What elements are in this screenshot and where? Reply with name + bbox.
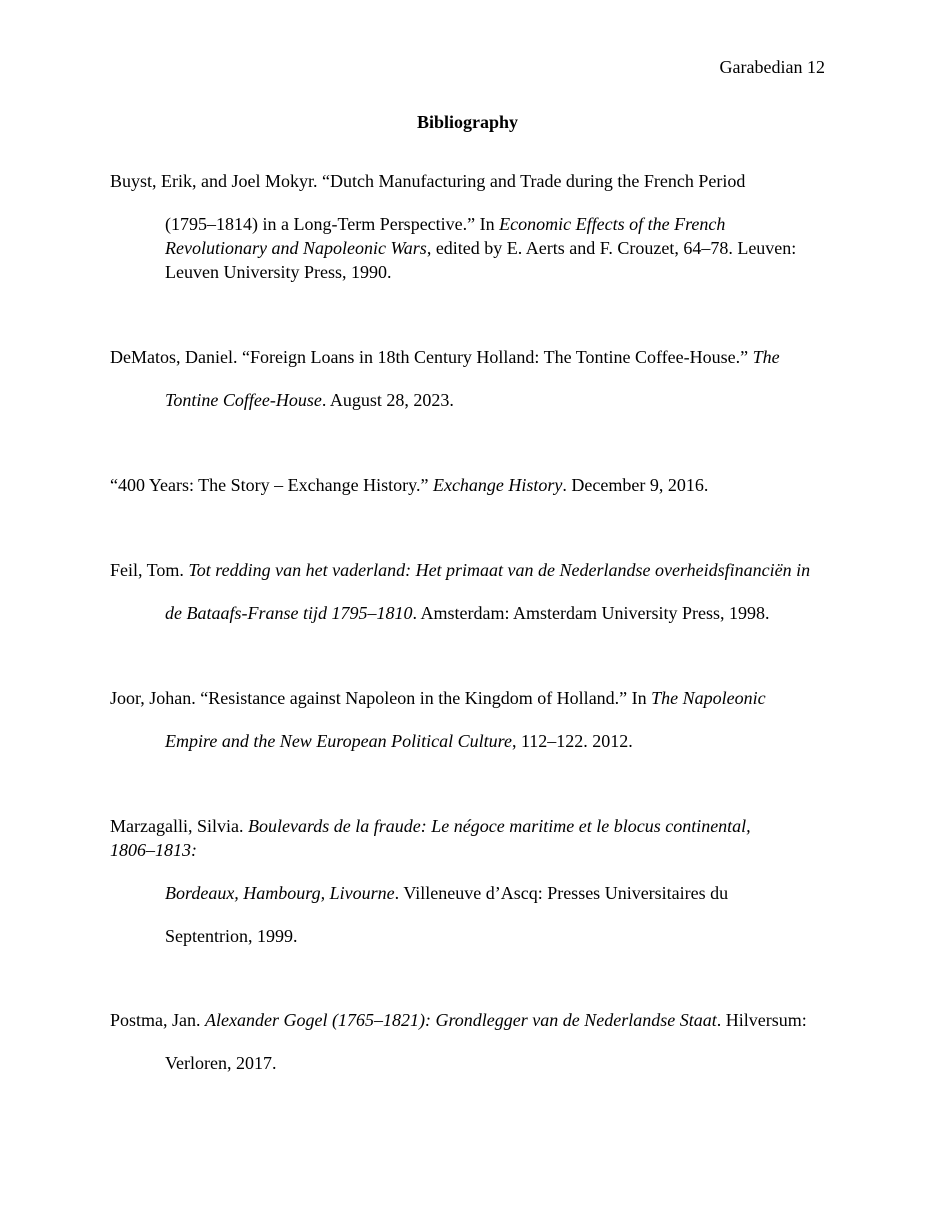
italic-title-text: The Napoleonic (651, 688, 766, 708)
citation-text: Postma, Jan. (110, 1010, 206, 1030)
italic-title-text: Tot redding van het vaderland: Het primaat van de Nederlandse overheidsfinanciën in (188, 560, 811, 580)
entry-line (165, 213, 725, 235)
entry-line (165, 602, 769, 624)
citation-text: DeMatos, Daniel. “Foreign Loans in 18th Century Holland: The Tontine Coffee-House.” (110, 347, 753, 367)
citation-text: . August 28, 2023. (321, 390, 454, 410)
entry-line (165, 237, 796, 259)
citation-text: (1795–1814) in a Long-Term Perspective.” In (165, 214, 500, 234)
italic-title-text: Alexander Gogel (1765–1821): Grondlegger van de Nederlandse Staat (205, 1010, 717, 1030)
entry-line (110, 839, 197, 861)
entry-line (110, 815, 751, 837)
entry-line (165, 261, 391, 283)
citation-text: Feil, Tom. (110, 560, 189, 580)
citation-text: . December 9, 2016. (562, 475, 709, 495)
italic-title-text: 1806–1813: (110, 840, 197, 860)
italic-title-text: de Bataafs-Franse tijd 1795–1810 (165, 603, 413, 623)
citation-text: Joor, Johan. “Resistance against Napoleon in the Kingdom of Holland.” In (110, 688, 652, 708)
italic-title-text: Boulevards de la fraude: Le négoce maritime et le blocus continental, (247, 816, 751, 836)
entry-line (165, 730, 633, 752)
italic-title-text: Tontine Coffee-House (165, 390, 322, 410)
entry-line (165, 925, 298, 947)
page-title: Bibliography (416, 112, 519, 132)
entry-line (110, 474, 708, 496)
citation-text: Buyst, Erik, and Joel Mokyr. “Dutch Manufacturing and Trade during the French Period (110, 171, 746, 191)
italic-title-text: Revolutionary and Napoleonic Wars (165, 238, 427, 258)
italic-title-text: The (752, 347, 780, 367)
entry-line (110, 1009, 807, 1031)
italic-title-text: Empire and the New European Political Culture (165, 731, 512, 751)
running-head: Garabedian 12 (719, 57, 825, 77)
entry-line (165, 389, 454, 411)
citation-text: , edited by E. Aerts and F. Crouzet, 64–78. Leuven: (426, 238, 797, 258)
entry-line (165, 882, 728, 904)
citation-text: Septentrion, 1999. (165, 926, 298, 946)
entry-line (110, 559, 810, 581)
entry-line (110, 687, 766, 709)
entry-line (110, 346, 780, 368)
italic-title-text: Exchange History (432, 475, 563, 495)
citation-text: Leuven University Press, 1990. (165, 262, 392, 282)
entry-line (110, 170, 745, 192)
citation-text: “400 Years: The Story – Exchange History.” (110, 475, 433, 495)
citation-text: . Amsterdam: Amsterdam University Press, 1998. (412, 603, 770, 623)
citation-text: . Hilversum: (716, 1010, 807, 1030)
citation-text: Marzagalli, Silvia. (110, 816, 248, 836)
citation-text: , 112–122. 2012. (511, 731, 633, 751)
italic-title-text: Bordeaux, Hambourg, Livourne (165, 883, 395, 903)
entry-line (165, 1052, 276, 1074)
citation-text: Verloren, 2017. (165, 1053, 277, 1073)
italic-title-text: Economic Effects of the French (499, 214, 726, 234)
citation-text: . Villeneuve d’Ascq: Presses Universitaires du (394, 883, 729, 903)
